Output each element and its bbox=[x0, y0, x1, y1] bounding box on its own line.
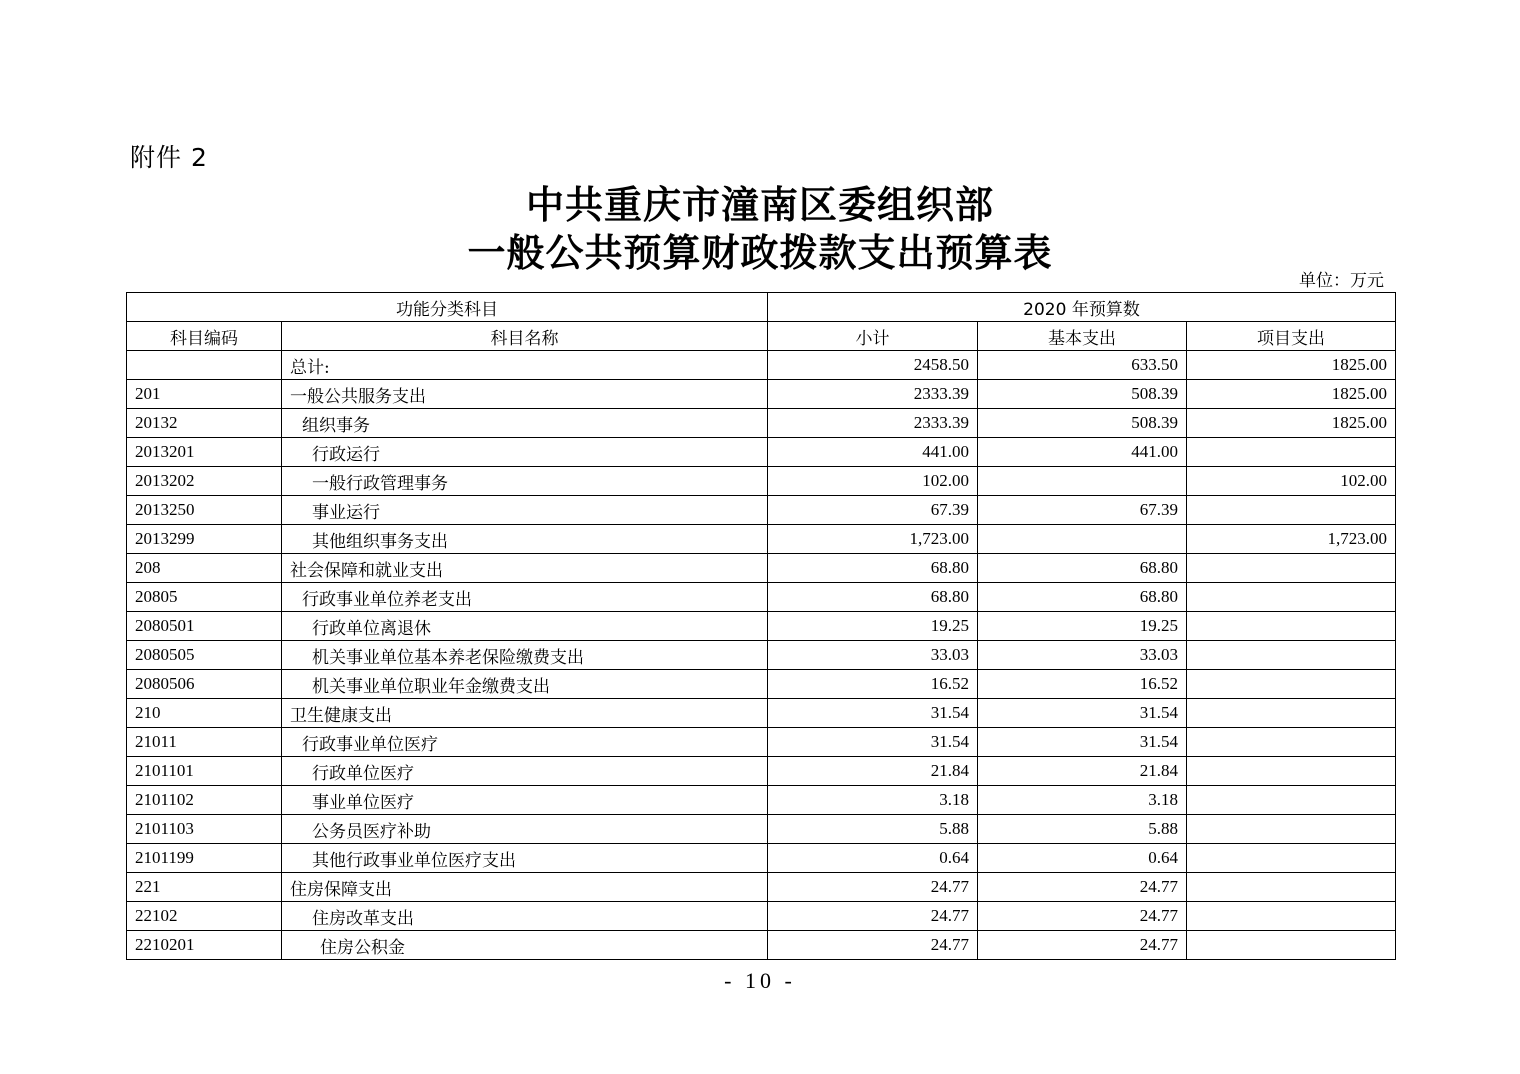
cell-basic: 24.77 bbox=[978, 931, 1187, 960]
header-column-row bbox=[127, 322, 1396, 351]
cell-basic: 0.64 bbox=[978, 844, 1187, 873]
table-row bbox=[127, 525, 1396, 554]
cell-code: 21011 bbox=[127, 728, 282, 757]
cell-basic: 24.77 bbox=[978, 873, 1187, 902]
document-title-line-1: 中共重庆市潼南区委组织部 bbox=[525, 182, 994, 227]
table-row bbox=[127, 844, 1396, 873]
header-function-classification: 功能分类科目 bbox=[127, 293, 768, 322]
cell-project bbox=[1187, 699, 1396, 728]
cell-name: 一般行政管理事务 bbox=[282, 467, 768, 496]
cell-code: 201 bbox=[127, 380, 282, 409]
cell-code: 2101199 bbox=[127, 844, 282, 873]
cell-project bbox=[1187, 931, 1396, 960]
header-basic: 基本支出 bbox=[978, 322, 1187, 351]
cell-name: 行政事业单位养老支出 bbox=[282, 583, 768, 612]
cell-project bbox=[1187, 583, 1396, 612]
cell-name: 组织事务 bbox=[282, 409, 768, 438]
cell-name: 机关事业单位基本养老保险缴费支出 bbox=[282, 641, 768, 670]
table-row bbox=[127, 554, 1396, 583]
cell-subtotal: 31.54 bbox=[768, 728, 978, 757]
cell-code: 2013201 bbox=[127, 438, 282, 467]
document-title-line-2: 一般公共预算财政拨款支出预算表 bbox=[467, 230, 1053, 275]
cell-code: 208 bbox=[127, 554, 282, 583]
cell-name: 总计: bbox=[282, 351, 768, 380]
page-number: - 10 - bbox=[724, 968, 796, 993]
cell-code: 20805 bbox=[127, 583, 282, 612]
cell-basic: 67.39 bbox=[978, 496, 1187, 525]
cell-project bbox=[1187, 902, 1396, 931]
cell-name: 行政事业单位医疗 bbox=[282, 728, 768, 757]
cell-basic: 19.25 bbox=[978, 612, 1187, 641]
table-row bbox=[127, 496, 1396, 525]
cell-name: 卫生健康支出 bbox=[282, 699, 768, 728]
cell-basic: 31.54 bbox=[978, 699, 1187, 728]
table-row bbox=[127, 380, 1396, 409]
table-row bbox=[127, 699, 1396, 728]
budget-table-body bbox=[127, 351, 1396, 960]
table-row bbox=[127, 757, 1396, 786]
cell-subtotal: 24.77 bbox=[768, 873, 978, 902]
cell-code: 2101103 bbox=[127, 815, 282, 844]
cell-subtotal: 102.00 bbox=[768, 467, 978, 496]
cell-basic: 33.03 bbox=[978, 641, 1187, 670]
table-row bbox=[127, 641, 1396, 670]
cell-subtotal: 31.54 bbox=[768, 699, 978, 728]
cell-subtotal: 19.25 bbox=[768, 612, 978, 641]
cell-code: 22102 bbox=[127, 902, 282, 931]
unit-label: 单位：万元 bbox=[1299, 271, 1384, 291]
table-row bbox=[127, 786, 1396, 815]
cell-code: 2080505 bbox=[127, 641, 282, 670]
cell-name: 行政单位医疗 bbox=[282, 757, 768, 786]
cell-code: 2013250 bbox=[127, 496, 282, 525]
cell-subtotal: 2458.50 bbox=[768, 351, 978, 380]
cell-basic: 441.00 bbox=[978, 438, 1187, 467]
cell-subtotal: 33.03 bbox=[768, 641, 978, 670]
cell-basic: 68.80 bbox=[978, 583, 1187, 612]
cell-subtotal: 3.18 bbox=[768, 786, 978, 815]
cell-basic bbox=[978, 467, 1187, 496]
cell-code: 2013299 bbox=[127, 525, 282, 554]
header-project: 项目支出 bbox=[1187, 322, 1396, 351]
cell-basic: 508.39 bbox=[978, 380, 1187, 409]
cell-project bbox=[1187, 641, 1396, 670]
header-code: 科目编码 bbox=[127, 322, 282, 351]
cell-code bbox=[127, 351, 282, 380]
budget-table bbox=[126, 292, 1396, 960]
cell-project bbox=[1187, 786, 1396, 815]
cell-subtotal: 21.84 bbox=[768, 757, 978, 786]
header-budget-2020: 2020 年预算数 bbox=[768, 293, 1396, 322]
cell-subtotal: 68.80 bbox=[768, 583, 978, 612]
cell-subtotal: 1,723.00 bbox=[768, 525, 978, 554]
cell-project: 1825.00 bbox=[1187, 409, 1396, 438]
cell-name: 住房改革支出 bbox=[282, 902, 768, 931]
cell-code: 20132 bbox=[127, 409, 282, 438]
cell-subtotal: 24.77 bbox=[768, 902, 978, 931]
header-subtotal: 小计 bbox=[768, 322, 978, 351]
cell-code: 2101102 bbox=[127, 786, 282, 815]
cell-code: 221 bbox=[127, 873, 282, 902]
cell-name: 行政单位离退休 bbox=[282, 612, 768, 641]
table-row bbox=[127, 351, 1396, 380]
table-row bbox=[127, 931, 1396, 960]
cell-project: 102.00 bbox=[1187, 467, 1396, 496]
table-row bbox=[127, 409, 1396, 438]
cell-code: 2101101 bbox=[127, 757, 282, 786]
cell-basic: 24.77 bbox=[978, 902, 1187, 931]
cell-project bbox=[1187, 438, 1396, 467]
table-row bbox=[127, 873, 1396, 902]
cell-subtotal: 2333.39 bbox=[768, 409, 978, 438]
cell-basic bbox=[978, 525, 1187, 554]
cell-name: 其他组织事务支出 bbox=[282, 525, 768, 554]
header-name: 科目名称 bbox=[282, 322, 768, 351]
cell-project bbox=[1187, 554, 1396, 583]
cell-code: 2080506 bbox=[127, 670, 282, 699]
cell-basic: 3.18 bbox=[978, 786, 1187, 815]
cell-name: 一般公共服务支出 bbox=[282, 380, 768, 409]
cell-project bbox=[1187, 873, 1396, 902]
cell-code: 2210201 bbox=[127, 931, 282, 960]
cell-basic: 68.80 bbox=[978, 554, 1187, 583]
table-row bbox=[127, 670, 1396, 699]
cell-name: 机关事业单位职业年金缴费支出 bbox=[282, 670, 768, 699]
table-row bbox=[127, 728, 1396, 757]
cell-project: 1,723.00 bbox=[1187, 525, 1396, 554]
cell-project bbox=[1187, 496, 1396, 525]
cell-name: 社会保障和就业支出 bbox=[282, 554, 768, 583]
cell-subtotal: 16.52 bbox=[768, 670, 978, 699]
cell-project bbox=[1187, 670, 1396, 699]
cell-name: 事业运行 bbox=[282, 496, 768, 525]
cell-project bbox=[1187, 844, 1396, 873]
cell-project bbox=[1187, 612, 1396, 641]
cell-project: 1825.00 bbox=[1187, 380, 1396, 409]
cell-subtotal: 67.39 bbox=[768, 496, 978, 525]
cell-basic: 21.84 bbox=[978, 757, 1187, 786]
table-row bbox=[127, 612, 1396, 641]
cell-code: 2080501 bbox=[127, 612, 282, 641]
cell-basic: 5.88 bbox=[978, 815, 1187, 844]
cell-name: 行政运行 bbox=[282, 438, 768, 467]
cell-code: 210 bbox=[127, 699, 282, 728]
cell-name: 公务员医疗补助 bbox=[282, 815, 768, 844]
attachment-label: 附件 2 bbox=[130, 143, 208, 172]
cell-subtotal: 441.00 bbox=[768, 438, 978, 467]
cell-code: 2013202 bbox=[127, 467, 282, 496]
cell-subtotal: 2333.39 bbox=[768, 380, 978, 409]
cell-basic: 508.39 bbox=[978, 409, 1187, 438]
cell-basic: 633.50 bbox=[978, 351, 1187, 380]
cell-basic: 16.52 bbox=[978, 670, 1187, 699]
cell-project bbox=[1187, 815, 1396, 844]
cell-basic: 31.54 bbox=[978, 728, 1187, 757]
header-group-row bbox=[127, 293, 1396, 322]
cell-name: 住房公积金 bbox=[282, 931, 768, 960]
cell-project bbox=[1187, 757, 1396, 786]
table-row bbox=[127, 902, 1396, 931]
cell-name: 住房保障支出 bbox=[282, 873, 768, 902]
cell-subtotal: 24.77 bbox=[768, 931, 978, 960]
cell-subtotal: 5.88 bbox=[768, 815, 978, 844]
cell-name: 其他行政事业单位医疗支出 bbox=[282, 844, 768, 873]
cell-project: 1825.00 bbox=[1187, 351, 1396, 380]
cell-project bbox=[1187, 728, 1396, 757]
cell-subtotal: 0.64 bbox=[768, 844, 978, 873]
table-row bbox=[127, 438, 1396, 467]
table-row bbox=[127, 467, 1396, 496]
cell-subtotal: 68.80 bbox=[768, 554, 978, 583]
cell-name: 事业单位医疗 bbox=[282, 786, 768, 815]
table-row bbox=[127, 583, 1396, 612]
table-row bbox=[127, 815, 1396, 844]
